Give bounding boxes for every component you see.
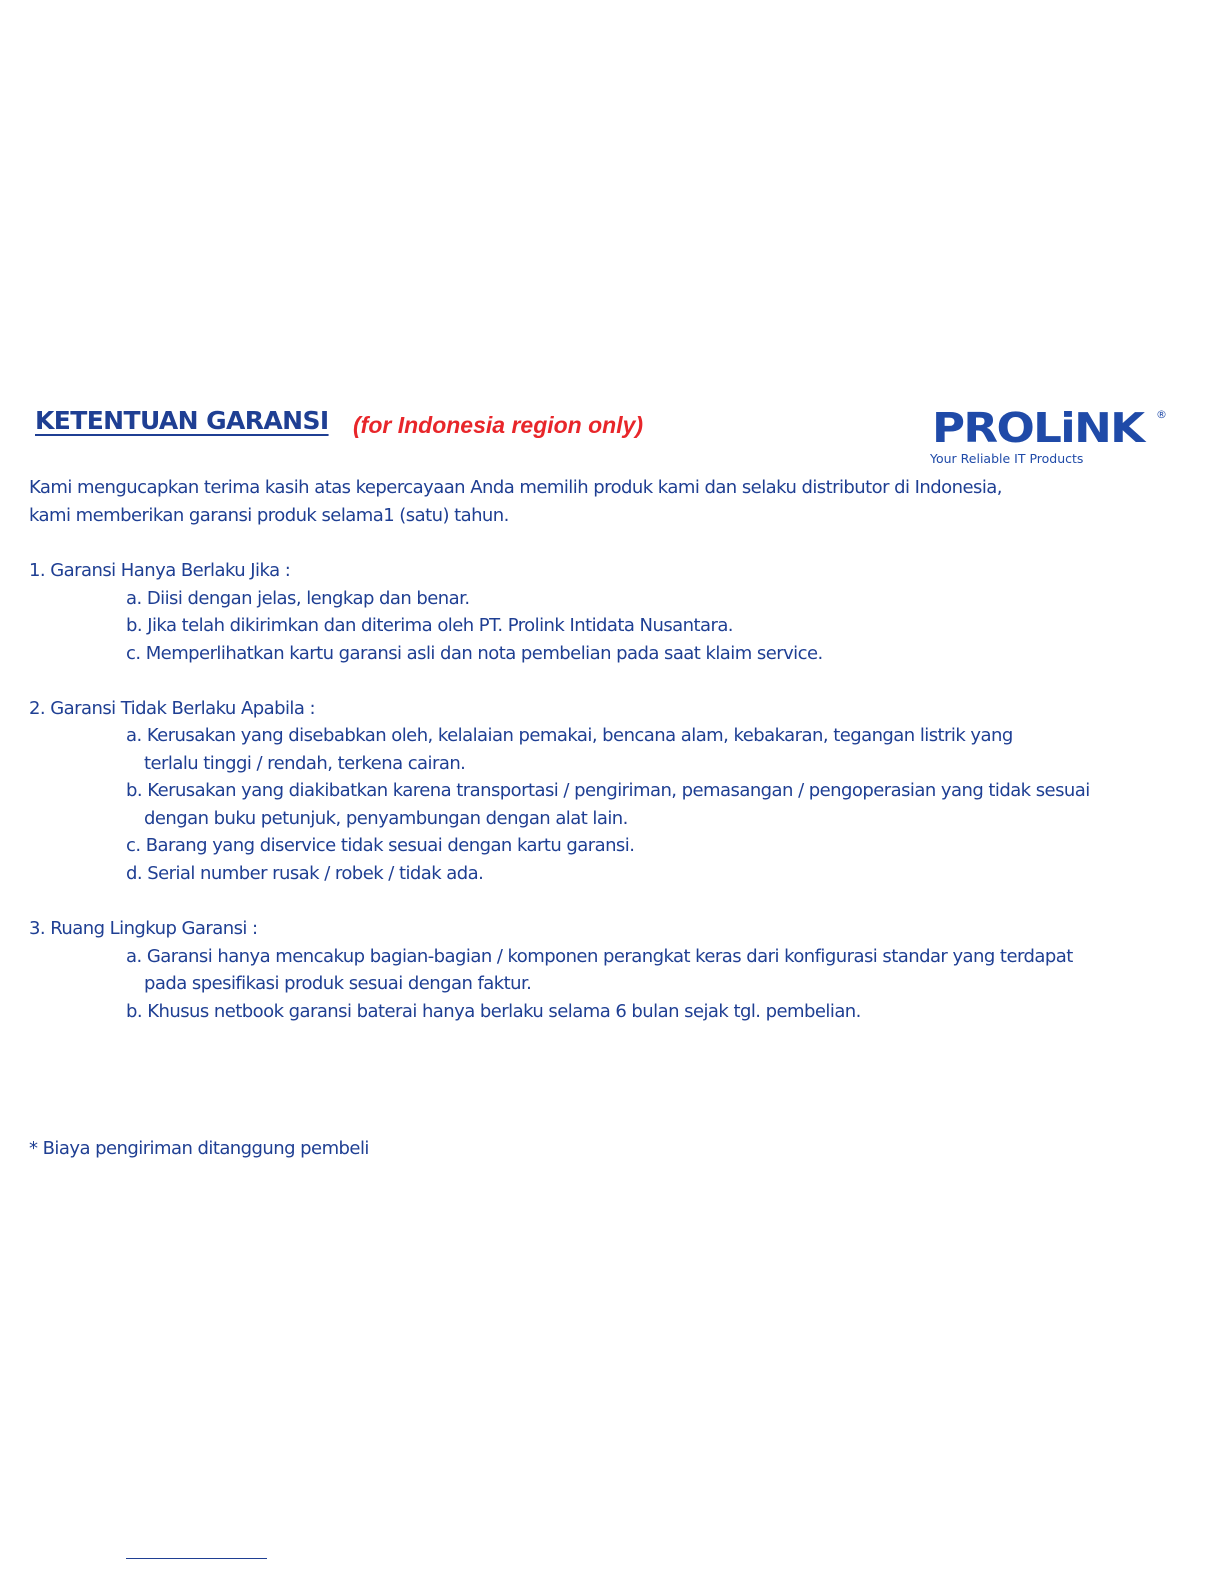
logo-tagline: Your Reliable IT Products (930, 451, 1084, 466)
section-1-item-c: c. Memperlihatkan kartu garansi asli dan nota pembelian pada saat klaim service. (126, 643, 823, 664)
section-3-heading: 3. Ruang Lingkup Garansi : (29, 918, 258, 939)
section-1-item-b: b. Jika telah dikirimkan dan diterima oleh PT. Prolink Intidata Nusantara. (126, 615, 733, 636)
section-3-item-b: b. Khusus netbook garansi baterai hanya berlaku selama 6 bulan sejak tgl. pembelian. (126, 1001, 861, 1022)
page-title: KETENTUAN GARANSI (35, 406, 329, 435)
section-2-item-c: c. Barang yang diservice tidak sesuai dengan kartu garansi. (126, 835, 635, 856)
section-3-item-a-line-1: a. Garansi hanya mencakup bagian-bagian / komponen perangkat keras dari konfigurasi standar yang terdapat (126, 946, 1073, 967)
intro-line-2: kami memberikan garansi produk selama1 (satu) tahun. (29, 505, 509, 526)
section-2-heading: 2. Garansi Tidak Berlaku Apabila : (29, 698, 316, 719)
section-1-heading: 1. Garansi Hanya Berlaku Jika : (29, 560, 291, 581)
section-2-item-d: d. Serial number rusak / robek / tidak ada. (126, 863, 484, 884)
shipping-footnote: * Biaya pengiriman ditanggung pembeli (29, 1138, 369, 1159)
logo-wordmark: PROLiNK (932, 404, 1144, 452)
section-2-item-a-line-2: terlalu tinggi / rendah, terkena cairan. (144, 753, 466, 774)
section-2-item-b-line-2: dengan buku petunjuk, penyambungan dengan alat lain. (144, 808, 628, 829)
region-note: (for Indonesia region only) (353, 412, 644, 438)
footer-rule (126, 1558, 267, 1559)
section-1-item-a: a. Diisi dengan jelas, lengkap dan benar. (126, 588, 470, 609)
registered-mark: ® (1156, 408, 1167, 421)
section-3-item-a-line-2: pada spesifikasi produk sesuai dengan faktur. (144, 973, 532, 994)
prolink-logo (930, 406, 1170, 468)
section-2-item-b-line-1: b. Kerusakan yang diakibatkan karena transportasi / pengiriman, pemasangan / pengoperasian yang tidak sesuai (126, 780, 1090, 801)
intro-line-1: Kami mengucapkan terima kasih atas kepercayaan Anda memilih produk kami dan selaku distributor di Indonesia, (29, 477, 1002, 498)
section-2-item-a-line-1: a. Kerusakan yang disebabkan oleh, kelalaian pemakai, bencana alam, kebakaran, tegangan listrik yang (126, 725, 1013, 746)
